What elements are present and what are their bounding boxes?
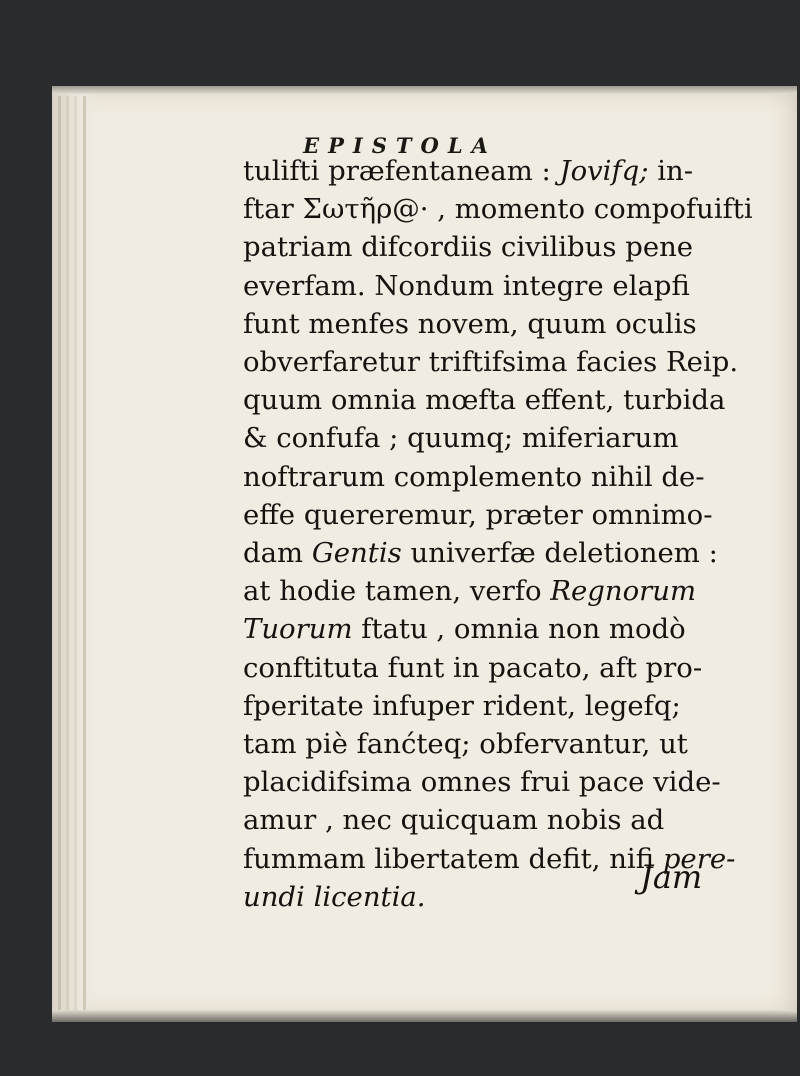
text-line bbox=[243, 610, 743, 648]
text-run: ftar Σωτῆρ@· , momento compofuifti bbox=[243, 193, 753, 226]
text-run: tulifti præfentaneam : bbox=[243, 155, 560, 187]
italic-text-run: undi licentia. bbox=[243, 880, 426, 913]
text-line bbox=[243, 496, 743, 534]
text-line bbox=[243, 534, 743, 572]
text-run: in- bbox=[648, 155, 694, 187]
page-leaf-edge bbox=[58, 96, 61, 1011]
text-run: everfam. Nondum integre elapfi bbox=[243, 269, 690, 302]
text-line bbox=[243, 343, 743, 381]
text-run: obverfaretur triftifsima facies Reip. bbox=[243, 346, 739, 379]
text-line bbox=[243, 801, 743, 839]
text-line bbox=[243, 763, 743, 801]
catchword: Jam bbox=[640, 858, 703, 896]
text-run: funt menfes novem, quum oculis bbox=[243, 307, 697, 340]
text-line bbox=[243, 381, 743, 419]
text-line bbox=[243, 572, 743, 610]
text-run: quum omnia mœfta effent, turbida bbox=[243, 384, 726, 417]
text-run: placidifsima omnes frui pace vide- bbox=[243, 766, 721, 799]
text-line bbox=[243, 725, 743, 763]
text-run: univerfæ deletionem : bbox=[401, 537, 718, 570]
text-run: tam piè fanćteq; obfervantur, ut bbox=[243, 728, 688, 761]
text-run: noftrarum complemento nihil de- bbox=[243, 460, 705, 493]
body-text bbox=[243, 152, 753, 916]
text-line bbox=[243, 267, 743, 305]
running-header: EPISTOLA bbox=[303, 133, 497, 158]
italic-text-run: Jovifq; bbox=[559, 155, 649, 187]
text-line bbox=[243, 152, 743, 190]
text-run: fperitate infuper rident, legefq; bbox=[243, 689, 681, 722]
text-line bbox=[243, 458, 743, 496]
text-run: & confufa ; quumq; miferiarum bbox=[243, 422, 679, 455]
text-run: effe quereremur, præter omnimo- bbox=[243, 498, 713, 531]
page-bottom-edge bbox=[52, 1010, 797, 1022]
text-run: ftatu , omnia non modò bbox=[352, 613, 686, 646]
text-line bbox=[243, 305, 743, 343]
text-run: patriam difcordiis civilibus pene bbox=[243, 231, 694, 264]
italic-text-run: Tuorum bbox=[243, 613, 353, 646]
text-line bbox=[243, 687, 743, 725]
text-line bbox=[243, 649, 743, 687]
italic-text-run: Gentis bbox=[311, 537, 402, 570]
text-run: at hodie tamen, verfo bbox=[243, 575, 551, 608]
page-leaf-edge bbox=[66, 96, 69, 1011]
text-line bbox=[243, 419, 743, 457]
text-line bbox=[243, 190, 753, 228]
text-line bbox=[243, 228, 743, 266]
page-leaf-edge bbox=[83, 96, 86, 1011]
text-run: conftituta funt in pacato, aft pro- bbox=[243, 651, 703, 684]
italic-text-run: Regnorum bbox=[550, 575, 697, 608]
page-top-edge bbox=[52, 86, 797, 94]
text-run: dam bbox=[243, 537, 312, 570]
italic-text-run: pere- bbox=[662, 842, 736, 875]
text-run: fummam libertatem defit, nifi bbox=[243, 842, 663, 875]
text-run: amur , nec quicquam nobis ad bbox=[243, 804, 665, 837]
page-leaf-edge bbox=[74, 96, 77, 1011]
